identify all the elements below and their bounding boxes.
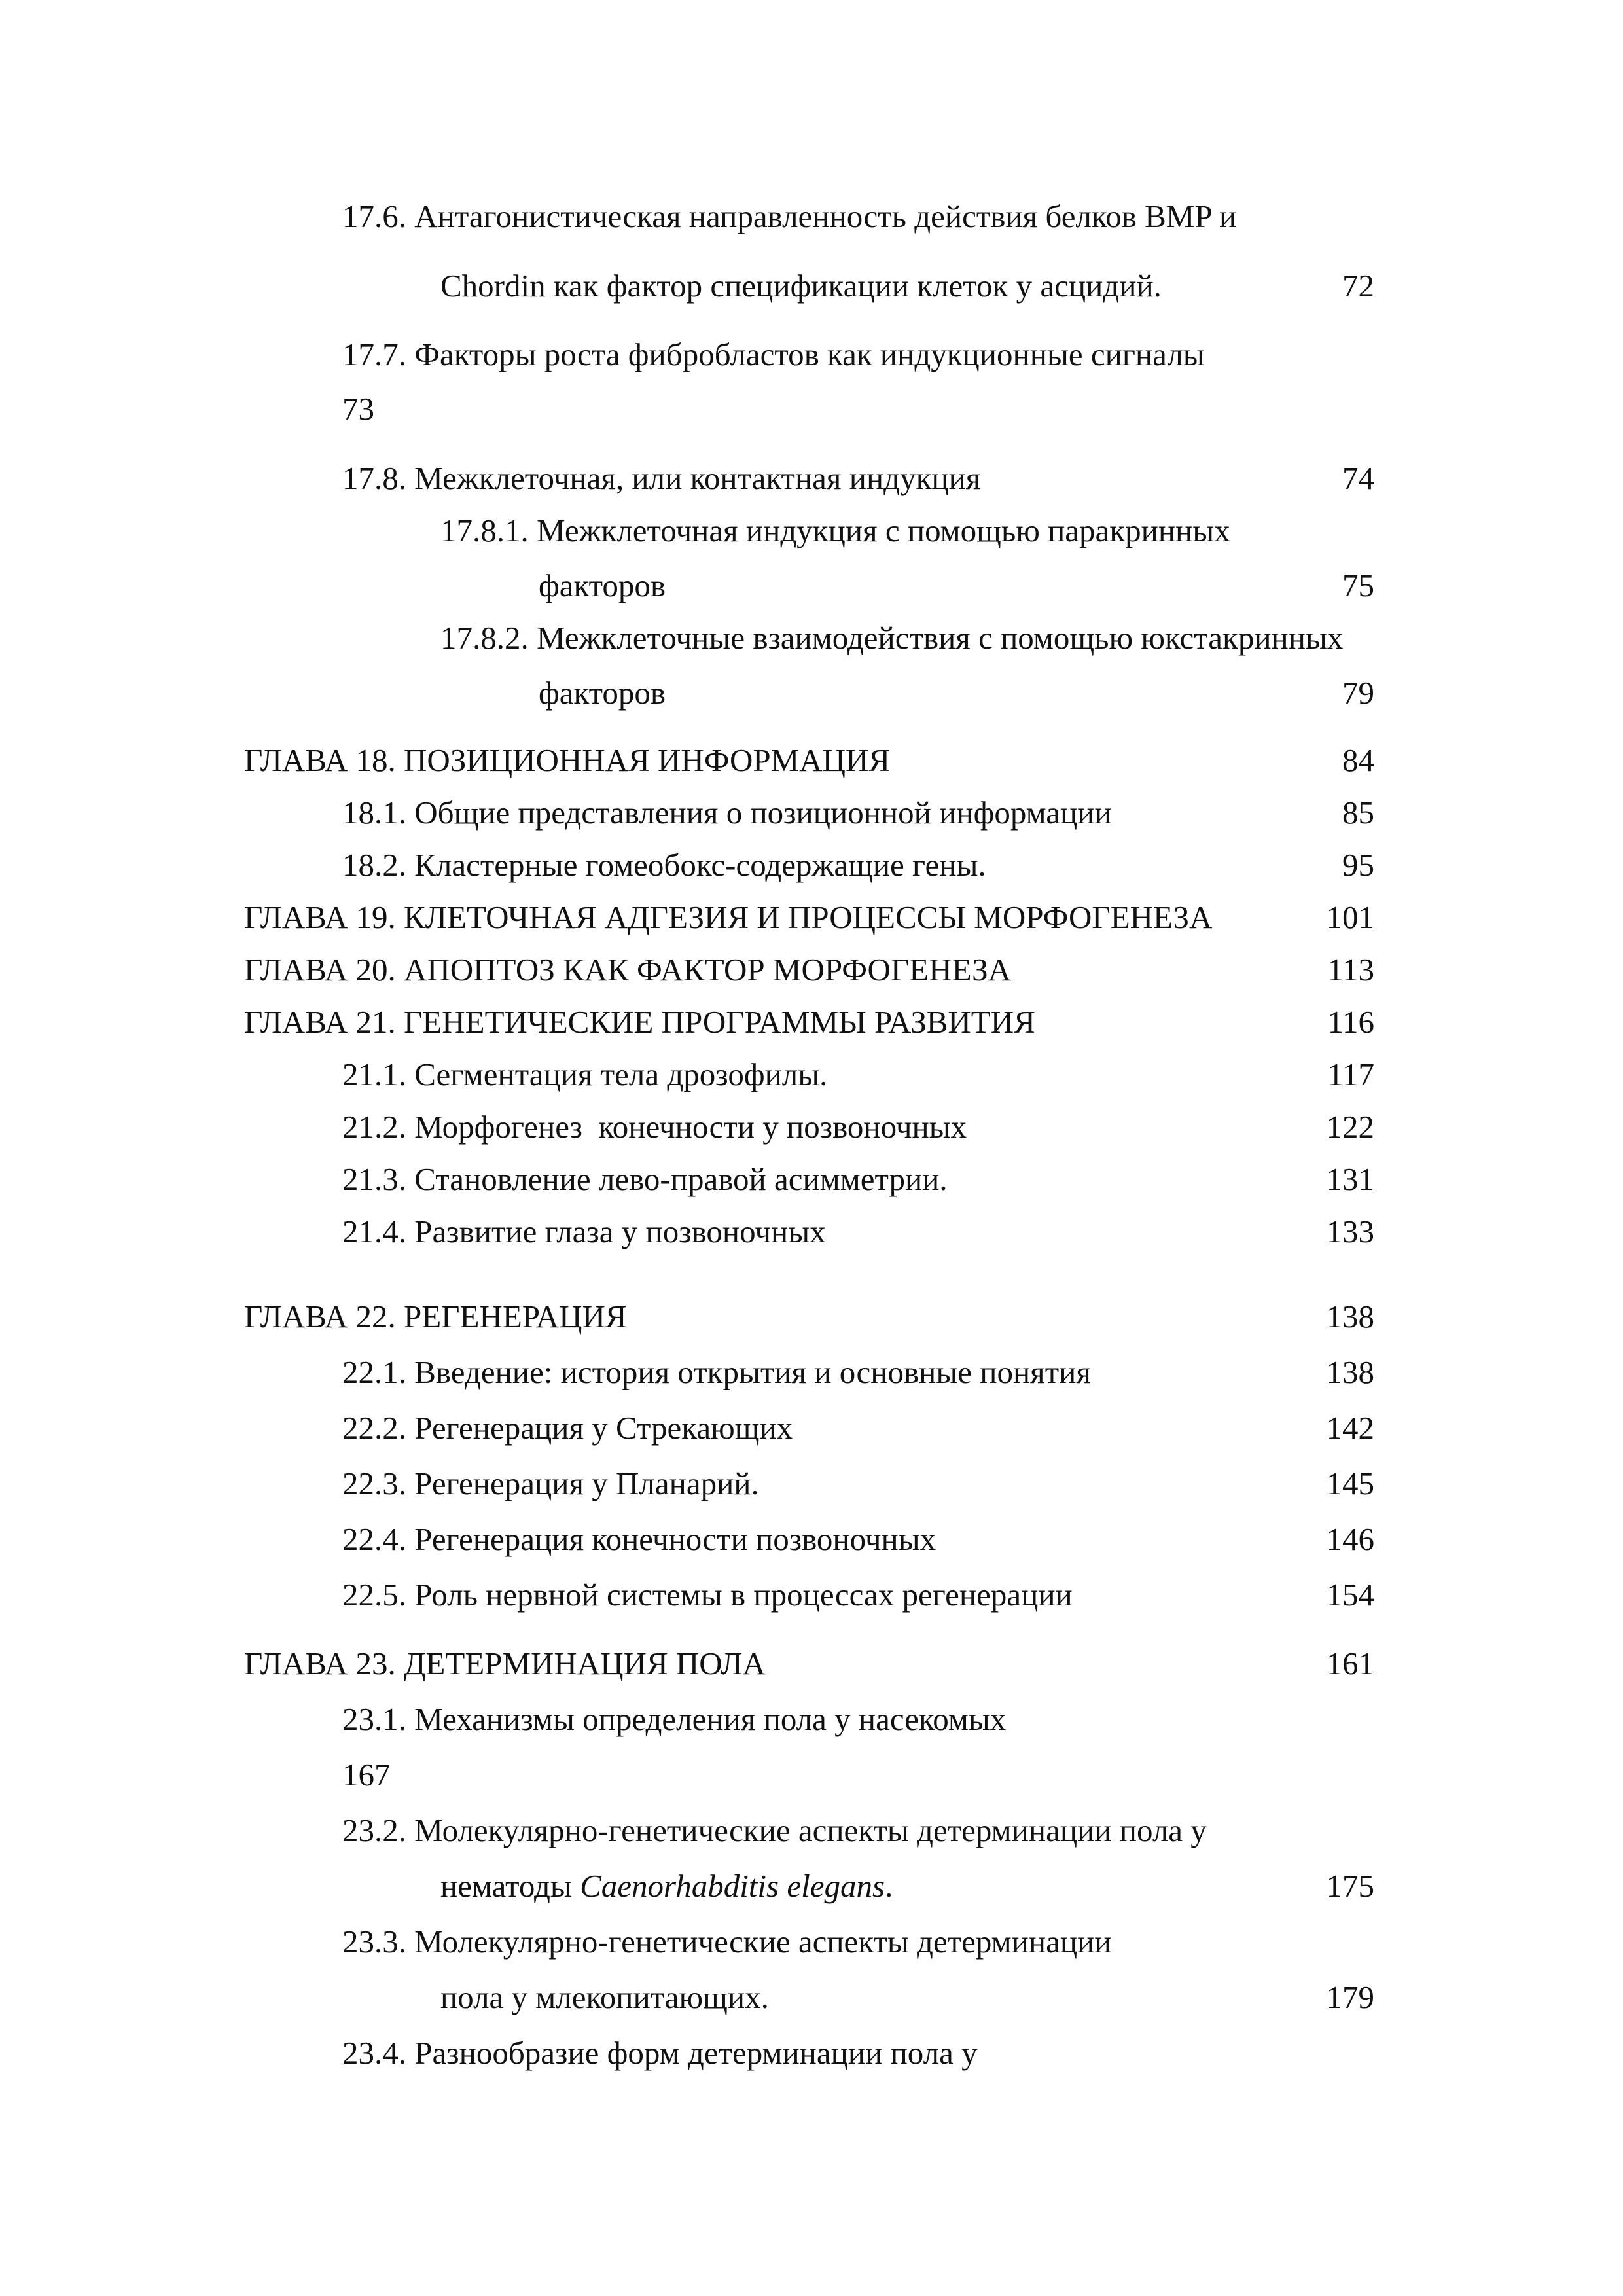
toc-page-23-3: 179 — [1326, 1979, 1374, 2015]
toc-entry-22-5: 22.5. Роль нервной системы в процессах регенерации — [342, 1577, 1073, 1613]
toc-entry-23-1-line1: 23.1. Механизмы определения пола у насекомых — [342, 1701, 1007, 1737]
toc-page-21-2: 122 — [1326, 1109, 1374, 1145]
toc-entry-21-4: 21.4. Развитие глаза у позвоночных — [342, 1213, 826, 1249]
toc-page-22-3: 145 — [1326, 1465, 1374, 1501]
toc-page-21-1: 117 — [1327, 1056, 1374, 1092]
toc-chapter-19: ГЛАВА 19. КЛЕТОЧНАЯ АДГЕЗИЯ И ПРОЦЕССЫ МОРФОГЕНЕЗА — [244, 899, 1213, 935]
toc-chapter-21: ГЛАВА 21. ГЕНЕТИЧЕСКИЕ ПРОГРАММЫ РАЗВИТИЯ — [244, 1004, 1035, 1040]
toc-page-23-2: 175 — [1326, 1868, 1374, 1904]
toc-page-ch19: 101 — [1326, 899, 1374, 935]
toc-entry-23-4-line1: 23.4. Разнообразие форм детерминации пола у — [342, 2035, 978, 2071]
toc-entry-17-6-line1: 17.6. Антагонистическая направленность действия белков BMP и — [342, 198, 1237, 234]
toc-entry-23-2-suffix: . — [885, 1868, 893, 1904]
toc-page-18-2: 95 — [1342, 847, 1374, 883]
toc-entry-22-1: 22.1. Введение: история открытия и основные понятия — [342, 1354, 1091, 1390]
toc-entry-23-2-line1: 23.2. Молекулярно-генетические аспекты детерминации пола у — [342, 1812, 1207, 1848]
toc-page-17-7: 73 — [342, 391, 374, 427]
toc-entry-22-2: 22.2. Регенерация у Стрекающих — [342, 1410, 793, 1446]
toc-entry-23-2-species: Caenorhabditis elegans — [580, 1868, 885, 1904]
toc-entry-21-1: 21.1. Сегментация тела дрозофилы. — [342, 1056, 828, 1092]
toc-entry-18-2: 18.2. Кластерные гомеобокс-содержащие гены. — [342, 847, 986, 883]
toc-page-18-1: 85 — [1342, 795, 1374, 831]
toc-page-17-8-1: 75 — [1342, 567, 1374, 603]
toc-entry-17-6-line2: Chordin как фактор спецификации клеток у асцидий. — [440, 268, 1162, 304]
toc-page-17-8: 74 — [1342, 460, 1374, 496]
toc-page-17-8-2: 79 — [1342, 675, 1374, 711]
toc-entry-17-8: 17.8. Межклеточная, или контактная индукция — [342, 460, 981, 496]
toc-page-ch20: 113 — [1327, 952, 1374, 988]
toc-entry-17-7-line1: 17.7. Факторы роста фибробластов как индукционные сигналы — [342, 336, 1205, 372]
toc-page-ch23: 161 — [1326, 1645, 1374, 1681]
toc-entry-23-2-prefix: нематоды — [440, 1868, 580, 1904]
toc-page-ch18: 84 — [1342, 742, 1374, 778]
toc-page-17-6: 72 — [1342, 268, 1374, 304]
toc-entry-21-2 — [342, 1111, 967, 1143]
toc-entry-22-3: 22.3. Регенерация у Планарий. — [342, 1465, 759, 1501]
toc-chapter-20: ГЛАВА 20. АПОПТОЗ КАК ФАКТОР МОРФОГЕНЕЗА — [244, 952, 1012, 988]
toc-entry-21-3: 21.3. Становление лево-правой асимметрии. — [342, 1161, 948, 1197]
toc-page-ch22: 138 — [1326, 1299, 1374, 1335]
toc-entry-17-8-1-line1: 17.8.1. Межклеточная индукция с помощью паракринных — [440, 512, 1230, 548]
toc-entry-21-2-text: 21.2. Морфогенез конечности у позвоночных — [342, 1109, 967, 1145]
toc-entry-17-8-2-line2: факторов — [539, 675, 666, 711]
toc-chapter-18: ГЛАВА 18. ПОЗИЦИОННАЯ ИНФОРМАЦИЯ — [244, 742, 891, 778]
toc-page-23-1: 167 — [342, 1757, 391, 1793]
toc-entry-23-3-line1: 23.3. Молекулярно-генетические аспекты детерминации — [342, 1924, 1112, 1960]
toc-entry-17-8-1-line2: факторов — [539, 567, 666, 603]
toc-entry-17-8-2-line1: 17.8.2. Межклеточные взаимодействия с помощью юкстакринных — [440, 620, 1344, 656]
toc-page-22-1: 138 — [1326, 1354, 1374, 1390]
toc-page-22-4: 146 — [1326, 1521, 1374, 1557]
toc-page-22-5: 154 — [1326, 1577, 1374, 1613]
toc-page-ch21: 116 — [1327, 1004, 1374, 1040]
toc-page-21-3: 131 — [1326, 1161, 1374, 1197]
toc-chapter-23: ГЛАВА 23. ДЕТЕРМИНАЦИЯ ПОЛА — [244, 1645, 766, 1681]
toc-page-21-4: 133 — [1326, 1213, 1374, 1249]
toc-entry-22-4: 22.4. Регенерация конечности позвоночных — [342, 1521, 936, 1557]
toc-page-22-2: 142 — [1326, 1410, 1374, 1446]
toc-entry-18-1: 18.1. Общие представления о позиционной информации — [342, 795, 1112, 831]
toc-chapter-22: ГЛАВА 22. РЕГЕНЕРАЦИЯ — [244, 1299, 627, 1335]
toc-entry-23-3-line2: пола у млекопитающих. — [440, 1979, 769, 2015]
toc-entry-23-2-line2 — [440, 1870, 893, 1902]
